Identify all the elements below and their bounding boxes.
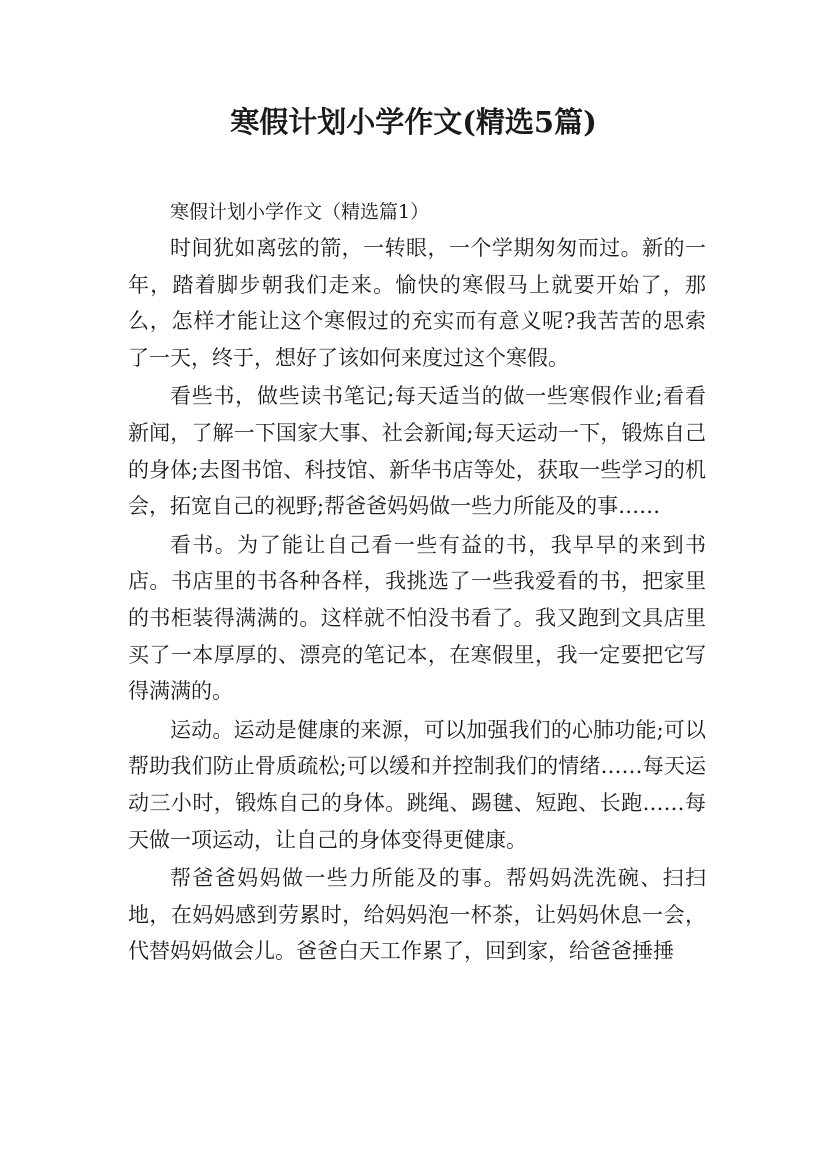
paragraph-2: 看些书，做些读书笔记;每天适当的做一些寒假作业;看看新闻，了解一下国家大事、社会新闻;每天运动一下，锻炼自己的身体;去图书馆、科技馆、新华书店等处，获取一些学习的机会，拓宽自己的视野;帮爸爸妈妈做一些力所能及的事…… xyxy=(128,384,706,519)
paragraph-4: 运动。运动是健康的来源，可以加强我们的心肺功能;可以帮助我们防止骨质疏松;可以缓和并控制我们的情绪……每天运动三小时，锻炼自己的身体。跳绳、踢毽、短跑、长跑……每天做一项运动，让自己的身体变得更健康。 xyxy=(128,717,706,852)
document-body xyxy=(128,194,706,972)
paragraph-3: 看书。为了能让自己看一些有益的书，我早早的来到书店。书店里的书各种各样，我挑选了一些我爱看的书，把家里的书柜装得满满的。这样就不怕没书看了。我又跑到文具店里买了一本厚厚的、漂亮的笔记本，在寒假里，我一定要把它写得满满的。 xyxy=(128,532,706,704)
section-heading: 寒假计划小学作文（精选篇1） xyxy=(170,201,430,223)
paragraph-1: 时间犹如离弦的箭，一转眼，一个学期匆匆而过。新的一年，踏着脚步朝我们走来。愉快的寒假马上就要开始了，那么，怎样才能让这个寒假过的充实而有意义呢?我苦苦的思索了一天，终于，想好了该如何来度过这个寒假。 xyxy=(128,236,706,370)
document-title: 寒假计划小学作文(精选5篇) xyxy=(230,105,597,139)
paragraph-5: 帮爸爸妈妈做一些力所能及的事。帮妈妈洗洗碗、扫扫地，在妈妈感到劳累时，给妈妈泡一杯茶，让妈妈休息一会，代替妈妈做会儿。爸爸白天工作累了，回到家，给爸爸捶捶 xyxy=(128,866,706,964)
